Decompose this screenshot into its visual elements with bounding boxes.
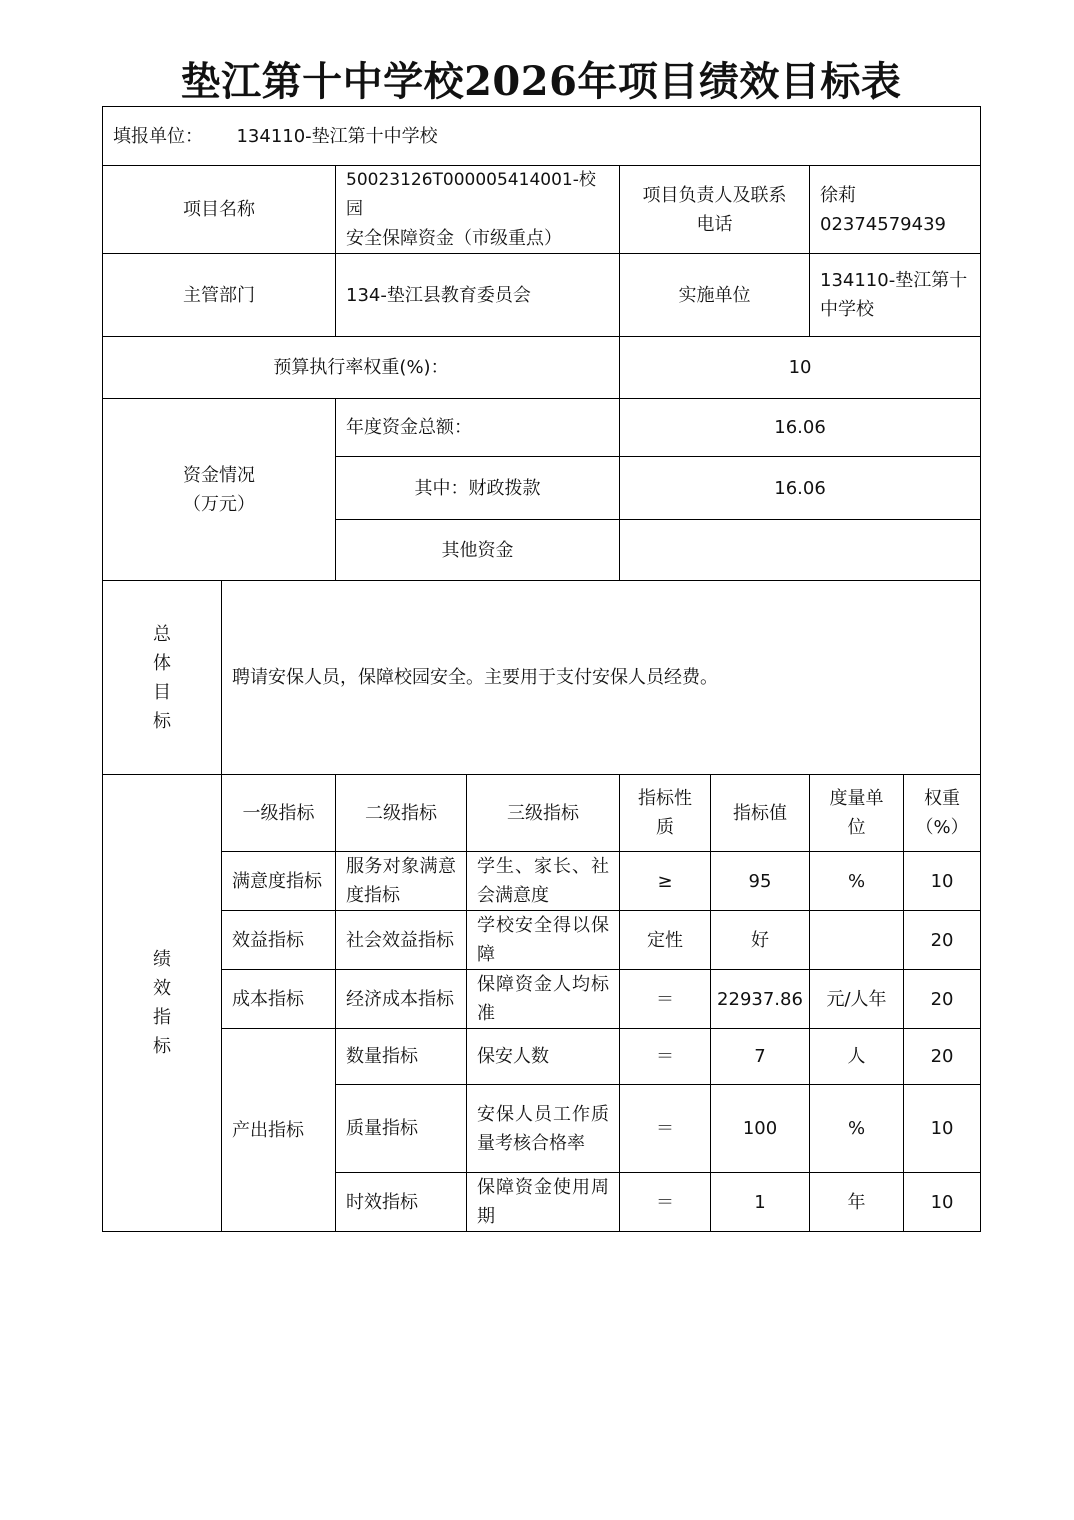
row-unit: % — [810, 852, 904, 911]
row-level2: 时效指标 — [336, 1173, 467, 1232]
row-unit: 人 — [810, 1029, 904, 1085]
row-level3: 保障资金使用周期 — [467, 1173, 620, 1232]
reporting-unit-row — [103, 107, 981, 166]
header-weight-line1: 权重 — [924, 788, 961, 809]
implementing-unit-line2: 中学校 — [820, 299, 874, 320]
row-nature: ＝ — [620, 1085, 711, 1173]
overall-goal-char: 目 — [153, 681, 171, 703]
header-unit-line1: 度量单 — [829, 788, 884, 809]
budget-weight-value: 10 — [620, 337, 981, 399]
row-value: 7 — [711, 1029, 810, 1085]
row-weight: 20 — [904, 970, 981, 1029]
row-value: 22937.86 — [711, 970, 810, 1029]
row-value: 1 — [711, 1173, 810, 1232]
header-weight-line2: （%） — [915, 817, 969, 838]
row-weight: 10 — [904, 852, 981, 911]
project-name-value — [336, 166, 620, 254]
row-weight: 20 — [904, 911, 981, 970]
header-level1: 一级指标 — [222, 775, 336, 852]
reporting-unit-value: 134110-垫江第十中学校 — [236, 125, 438, 147]
overall-goal-char: 总 — [153, 623, 171, 645]
funds-label — [103, 399, 336, 581]
row-level1-output: 产出指标 — [222, 1029, 336, 1232]
row-value: 好 — [711, 911, 810, 970]
row-weight: 10 — [904, 1173, 981, 1232]
header-nature — [620, 775, 711, 852]
row-value: 95 — [711, 852, 810, 911]
row-level3: 安保人员工作质量考核合格率 — [467, 1085, 620, 1173]
department-value: 134-垫江县教育委员会 — [336, 254, 620, 337]
row-level2: 数量指标 — [336, 1029, 467, 1085]
project-owner-label — [620, 166, 810, 254]
performance-char: 绩 — [153, 949, 171, 970]
performance-target-table — [102, 106, 981, 1232]
row-level2: 质量指标 — [336, 1085, 467, 1173]
funds-label-line2: （万元） — [183, 493, 255, 515]
row-weight: 10 — [904, 1085, 981, 1173]
header-nature-line2: 质 — [656, 817, 674, 838]
row-level3: 学生、家长、社会满意度 — [467, 852, 620, 911]
table-row — [103, 970, 981, 1029]
performance-char: 效 — [153, 978, 171, 999]
page-title: 垫江第十中学校2026年项目绩效目标表 — [180, 58, 902, 105]
header-unit-line2: 位 — [847, 817, 866, 838]
fiscal-appropriation-value: 16.06 — [620, 457, 981, 520]
fiscal-appropriation-label: 其中：财政拨款 — [336, 457, 620, 520]
funds-label-line1: 资金情况 — [183, 464, 255, 486]
other-funds-label: 其他资金 — [336, 520, 620, 581]
overall-goal-char: 标 — [153, 710, 171, 732]
project-owner-phone: 02374579439 — [820, 213, 946, 235]
row-nature: ＝ — [620, 1029, 711, 1085]
row-nature: ≥ — [620, 852, 711, 911]
header-nature-line1: 指标性 — [638, 788, 692, 809]
table-row — [103, 911, 981, 970]
performance-char: 标 — [153, 1036, 171, 1057]
project-owner-label-line2: 电话 — [696, 213, 733, 235]
row-nature: 定性 — [620, 911, 711, 970]
row-level2: 服务对象满意度指标 — [336, 852, 467, 911]
row-unit — [810, 911, 904, 970]
header-level3: 三级指标 — [467, 775, 620, 852]
implementing-unit-value — [810, 254, 981, 337]
row-level3: 保安人数 — [467, 1029, 620, 1085]
header-weight — [904, 775, 981, 852]
implementing-unit-line1: 134110-垫江第十 — [820, 270, 968, 291]
header-value: 指标值 — [711, 775, 810, 852]
annual-total-label: 年度资金总额： — [336, 399, 620, 457]
header-unit — [810, 775, 904, 852]
row-level3: 学校安全得以保障 — [467, 911, 620, 970]
row-level3: 保障资金人均标准 — [467, 970, 620, 1029]
other-funds-value — [620, 520, 981, 581]
reporting-unit-label: 填报单位： — [113, 125, 203, 147]
row-level1: 满意度指标 — [222, 852, 336, 911]
implementing-unit-label: 实施单位 — [620, 254, 810, 337]
row-level1: 成本指标 — [222, 970, 336, 1029]
table-row — [103, 852, 981, 911]
row-level2: 经济成本指标 — [336, 970, 467, 1029]
performance-indicator-label — [103, 775, 222, 1232]
row-unit: 年 — [810, 1173, 904, 1232]
row-value: 100 — [711, 1085, 810, 1173]
department-label: 主管部门 — [103, 254, 336, 337]
project-owner-value — [810, 166, 981, 254]
row-nature: ＝ — [620, 970, 711, 1029]
overall-goal-char: 体 — [153, 652, 171, 674]
project-name-line1: 50023126T000005414001-校园 — [346, 170, 596, 219]
annual-total-value: 16.06 — [620, 399, 981, 457]
performance-char: 指 — [153, 1007, 171, 1028]
row-weight: 20 — [904, 1029, 981, 1085]
overall-goal-text: 聘请安保人员，保障校园安全。主要用于支付安保人员经费。 — [222, 581, 981, 775]
table-row — [103, 1029, 981, 1085]
budget-weight-label: 预算执行率权重(%)： — [103, 337, 620, 399]
project-owner-label-line1: 项目负责人及联系 — [642, 184, 787, 206]
header-level2: 二级指标 — [336, 775, 467, 852]
row-unit: % — [810, 1085, 904, 1173]
overall-goal-label — [103, 581, 222, 775]
row-level2: 社会效益指标 — [336, 911, 467, 970]
row-level1: 效益指标 — [222, 911, 336, 970]
project-name-line2: 安全保障资金（市级重点） — [346, 228, 562, 249]
row-unit: 元/人年 — [810, 970, 904, 1029]
project-owner-name: 徐莉 — [820, 184, 856, 206]
row-nature: ＝ — [620, 1173, 711, 1232]
project-name-label: 项目名称 — [103, 166, 336, 254]
